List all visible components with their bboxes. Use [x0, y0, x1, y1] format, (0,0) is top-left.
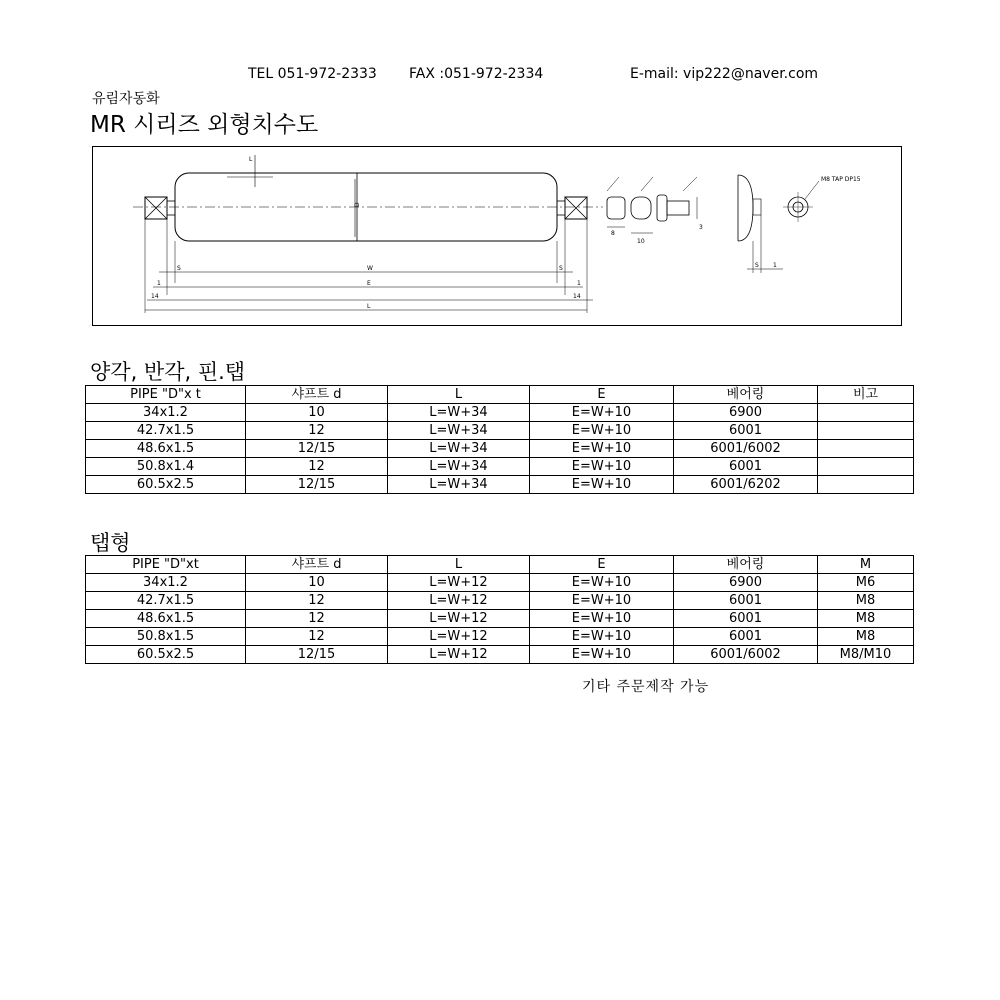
- header-cell: M: [818, 556, 914, 574]
- table-cell: 12/15: [246, 440, 388, 458]
- header-cell: L: [388, 556, 530, 574]
- table-cell: 50.8x1.5: [86, 628, 246, 646]
- table-cell: L=W+12: [388, 592, 530, 610]
- table-cell: 6001/6002: [674, 646, 818, 664]
- table-row: [86, 458, 914, 476]
- header-cell: 베어링: [674, 386, 818, 404]
- label-ten: 10: [637, 238, 645, 245]
- email-address: E-mail: vip222@naver.com: [630, 66, 819, 82]
- table-cell: E=W+10: [530, 440, 674, 458]
- table-row: [86, 610, 914, 628]
- table-cell: E=W+10: [530, 476, 674, 494]
- table-cell: [818, 404, 914, 422]
- table-cell: L=W+12: [388, 646, 530, 664]
- label-one-small: 1: [773, 262, 777, 269]
- label-e: E: [367, 280, 371, 287]
- page-title: MR 시리즈 외형치수도: [90, 112, 319, 138]
- table-cell: L=W+34: [388, 440, 530, 458]
- label-eight: 8: [611, 230, 615, 237]
- header-cell: 베어링: [674, 556, 818, 574]
- table-cell: E=W+10: [530, 458, 674, 476]
- table-cell: 42.7x1.5: [86, 422, 246, 440]
- label-s-left: S: [177, 265, 181, 272]
- table-cell: 12: [246, 628, 388, 646]
- label-d: D: [354, 202, 361, 207]
- fax-number: FAX :051-972-2334: [409, 66, 544, 82]
- table-cell: 12: [246, 592, 388, 610]
- table-cell: L=W+34: [388, 422, 530, 440]
- table-cell: 60.5x2.5: [86, 476, 246, 494]
- table-cell: 6900: [674, 404, 818, 422]
- table-cell: 34x1.2: [86, 404, 246, 422]
- header-cell: L: [388, 386, 530, 404]
- table-row: [86, 440, 914, 458]
- tel-number: TEL 051-972-2333: [248, 66, 377, 82]
- table-cell: 42.7x1.5: [86, 592, 246, 610]
- table-cell: E=W+10: [530, 574, 674, 592]
- table-cell: 60.5x2.5: [86, 646, 246, 664]
- table-cell: 6001: [674, 422, 818, 440]
- label-w: W: [367, 265, 373, 272]
- table-cell: M8/M10: [818, 646, 914, 664]
- table-row: [86, 574, 914, 592]
- table-cell: [818, 458, 914, 476]
- shaft-end-half: [631, 197, 651, 219]
- table-row: [86, 404, 914, 422]
- table-cell: [818, 476, 914, 494]
- table-cell: 6001/6002: [674, 440, 818, 458]
- table-cell: 12: [246, 610, 388, 628]
- header-cell: PIPE "D"x t: [86, 386, 246, 404]
- table-cell: 34x1.2: [86, 574, 246, 592]
- table-cell: L=W+12: [388, 610, 530, 628]
- header-cell: E: [530, 556, 674, 574]
- label-l-top: L: [249, 156, 253, 163]
- table-cell: M8: [818, 628, 914, 646]
- roller-dimension-drawing: [92, 146, 902, 326]
- shaft-end-flat: [607, 197, 625, 219]
- table-cell: 10: [246, 404, 388, 422]
- table-cell: 12/15: [246, 646, 388, 664]
- label-fourteen-right: 14: [573, 293, 581, 300]
- table-cell: L=W+34: [388, 458, 530, 476]
- label-fourteen-left: 14: [151, 293, 159, 300]
- table-cell: L=W+12: [388, 628, 530, 646]
- section-title-tap: 탭형: [90, 531, 131, 555]
- table-cell: 12/15: [246, 476, 388, 494]
- table-cell: 48.6x1.5: [86, 440, 246, 458]
- table-row: [86, 422, 914, 440]
- table-cell: L=W+12: [388, 574, 530, 592]
- header-cell: 샤프트 d: [246, 386, 388, 404]
- tap-end-cap: [738, 175, 753, 241]
- label-tap: M8 TAP DP15: [821, 176, 861, 183]
- table-cell: 10: [246, 574, 388, 592]
- table-cell: M8: [818, 592, 914, 610]
- table-cell: M6: [818, 574, 914, 592]
- company-name: 유림자동화: [92, 91, 160, 107]
- header-cell: 샤프트 d: [246, 556, 388, 574]
- table-cell: L=W+34: [388, 404, 530, 422]
- table-cell: 12: [246, 458, 388, 476]
- table-cell: E=W+10: [530, 592, 674, 610]
- table-row: [86, 476, 914, 494]
- table-cell: [818, 422, 914, 440]
- table-cell: 12: [246, 422, 388, 440]
- table-row: [86, 628, 914, 646]
- table-row: [86, 646, 914, 664]
- label-three: 3: [699, 224, 703, 231]
- table-cell: 6001: [674, 592, 818, 610]
- table-cell: 6001: [674, 610, 818, 628]
- table-cell: E=W+10: [530, 404, 674, 422]
- table-cell: [818, 440, 914, 458]
- label-l-total: L: [367, 303, 371, 310]
- shaft-end-pin: [657, 195, 667, 221]
- table-cell: E=W+10: [530, 628, 674, 646]
- label-one-left: 1: [157, 280, 161, 287]
- header-cell: 비고: [818, 386, 914, 404]
- table-cell: L=W+34: [388, 476, 530, 494]
- section-title-pin-tap: 양각, 반각, 핀.탭: [90, 360, 246, 384]
- label-s-right: S: [559, 265, 563, 272]
- header-cell: PIPE "D"xt: [86, 556, 246, 574]
- table-cell: 48.6x1.5: [86, 610, 246, 628]
- label-one-right: 1: [577, 280, 581, 287]
- header-cell: E: [530, 386, 674, 404]
- custom-order-note: 기타 주문제작 가능: [582, 679, 710, 695]
- table-header-row: [86, 556, 914, 574]
- table-cell: 6001/6202: [674, 476, 818, 494]
- spec-table-pin-tap: [85, 385, 914, 494]
- table-cell: 50.8x1.4: [86, 458, 246, 476]
- table-cell: E=W+10: [530, 646, 674, 664]
- table-cell: E=W+10: [530, 422, 674, 440]
- label-s-small: S: [755, 262, 759, 269]
- table-cell: E=W+10: [530, 610, 674, 628]
- table-header-row: [86, 386, 914, 404]
- table-cell: 6001: [674, 458, 818, 476]
- table-cell: 6001: [674, 628, 818, 646]
- spec-table-tap: [85, 555, 914, 664]
- table-row: [86, 592, 914, 610]
- table-cell: 6900: [674, 574, 818, 592]
- table-cell: M8: [818, 610, 914, 628]
